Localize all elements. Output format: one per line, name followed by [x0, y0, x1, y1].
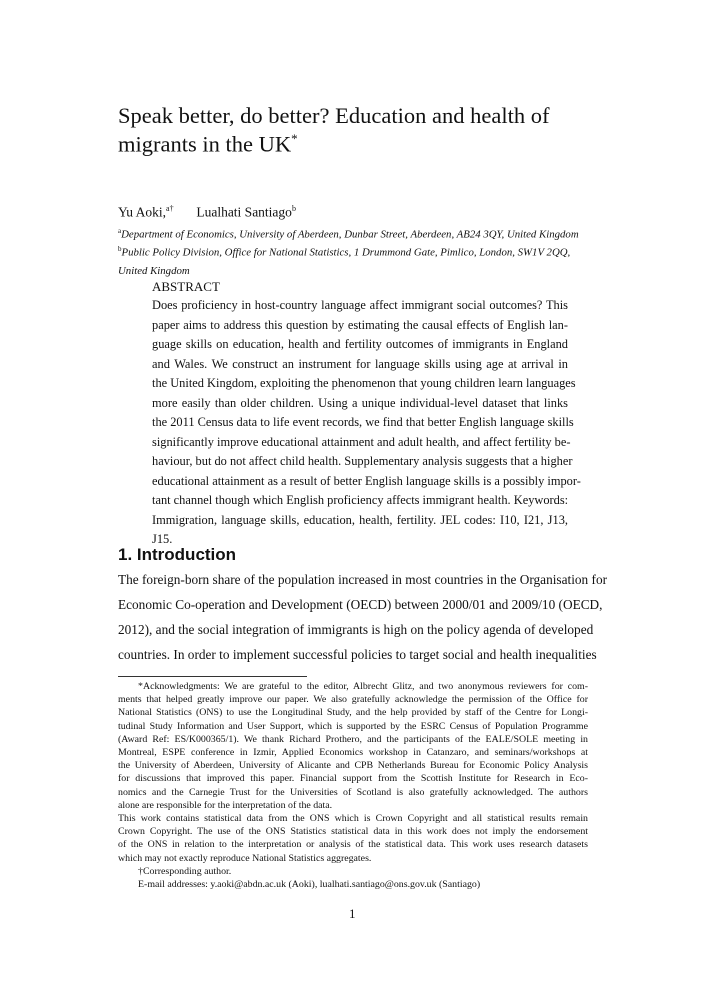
abstract-line: guage skills on education, health and fertility outcomes of immigrants in England [152, 337, 568, 351]
footnote-line: of the ONS in relation to the interpretation or analysis of the statistical data. This work uses research datasets [118, 839, 588, 851]
abstract-line: J15. [152, 532, 173, 546]
abstract-line: Immigration, language skills, education, health, fertility. JEL codes: I10, I21, J13, [152, 512, 568, 527]
body-text-line: 2012), and the social integration of immigrants is high on the policy agenda of developed [118, 622, 594, 637]
footnote-line: nomics and the Carnegie Trust for the Universities of Scotland is also gratefully acknowledged. The authors [118, 786, 588, 798]
footnote-line: which may not exactly reproduce National Statistics aggregates. [118, 852, 372, 864]
footnote-line: for discussions that improved this paper. Financial support from the Scottish Institute for Research in Eco- [118, 773, 588, 785]
footnote-line: National Statistics (ONS) to use the Longitudinal Study, and the help provided by staff of the Centre for Longi- [118, 707, 588, 719]
affiliation: $^b$Public Policy Division, Office for National Statistics, 1 Drummond Gate, Pimlico, London, SW1V 2QQ, United Kingdom [118, 245, 571, 277]
footnote-line: E-mail addresses: y.aoki@abdn.ac.uk (Aoki), lualhati.santiago@ons.gov.uk (Santiago) [138, 879, 481, 890]
abstract-line: tant channel though which English proficiency affects immigrant health. Keywords: [152, 493, 569, 507]
abstract-heading: ABSTRACT [152, 279, 220, 294]
abstract-line: and Wales. We construct an instrument for language skills using age at arrival in [152, 356, 568, 371]
author-name: Lualhati Santiago [196, 204, 292, 220]
abstract-line: significantly improve educational attainment and adult health, and affect fertility be- [152, 434, 571, 449]
footnote-line: the University of Aberdeen, University of Alicante and CPB Netherlands Bureau for Economic Policy Analysis [118, 760, 588, 772]
author-name: Yu Aoki, [118, 204, 167, 220]
section-heading: 1. Introduction [118, 545, 237, 564]
body-text-line: Economic Co-operation and Development (OECD) between 2000/01 and 2009/10 (OECD, [118, 597, 603, 612]
footnote-line: Crown Copyright. The use of the ONS Statistics statistical data in this work does not imply the endorsement [118, 826, 588, 838]
abstract-line: haviour, but do not affect child health. Supplementary analysis suggests that a higher [152, 454, 573, 468]
abstract-line: Does proficiency in host-country language affect immigrant social outcomes? This [152, 298, 568, 312]
footnote-line: Montreal, ESPE conference in Izmir, Applied Economics workshop in Catanzaro, and seminars/workshops at [118, 747, 588, 758]
abstract-line: educational attainment as a result of better English language skills is a possibly impor- [152, 473, 581, 488]
footnote-line: (Award Ref: ES/K000365/1). We thank Richard Prothero, and the participants of the EALE/SOLE meeting in [118, 733, 588, 745]
footnote-line: †Corresponding author. [138, 865, 232, 877]
footnote-line: This work contains statistical data from the ONS which is Crown Copyright and all statistical results remain [118, 813, 588, 824]
author-list: Yu Aoki,$^{a\dagger}$ Lualhati Santiago$^b$ [118, 204, 296, 220]
body-text-line: countries. In order to implement successful policies to target social and health inequalities [118, 647, 597, 662]
footnote-rule [118, 676, 307, 677]
footnote-line: ments that helped greatly improve our paper. We also gratefully acknowledge the permission of the Office for [118, 694, 588, 706]
body-text-line: The foreign-born share of the population increased in most countries in the Organisation for [118, 572, 608, 587]
footnote-line: tudinal Study Information and User Support, which is supported by the ESRC Census of Population Programme [118, 720, 588, 732]
abstract-line: the 2011 Census data to life event records, we find that better English language skills [152, 415, 574, 429]
paper-title: Speak better, do better? Education and health of migrants in the UK* [118, 103, 550, 157]
abstract-line: paper aims to address this question by estimating the causal effects of English lan- [152, 317, 568, 332]
abstract-line: the United Kingdom, exploiting the phenomenon that young children learn languages [152, 376, 576, 390]
page-number: 1 [349, 906, 356, 921]
footnote-line: *Acknowledgments: We are grateful to the editor, Albrecht Glitz, and two anonymous reviewers for com- [138, 681, 588, 692]
footnote-line: alone are responsible for the interpretation of the data. [118, 799, 333, 811]
affiliation: $^a$Department of Economics, University of Aberdeen, Dunbar Street, Aberdeen, AB24 3QY, United Kingdom [118, 227, 579, 241]
abstract-line: more easily than older children. Using a unique individual-level dataset that links [152, 395, 568, 410]
